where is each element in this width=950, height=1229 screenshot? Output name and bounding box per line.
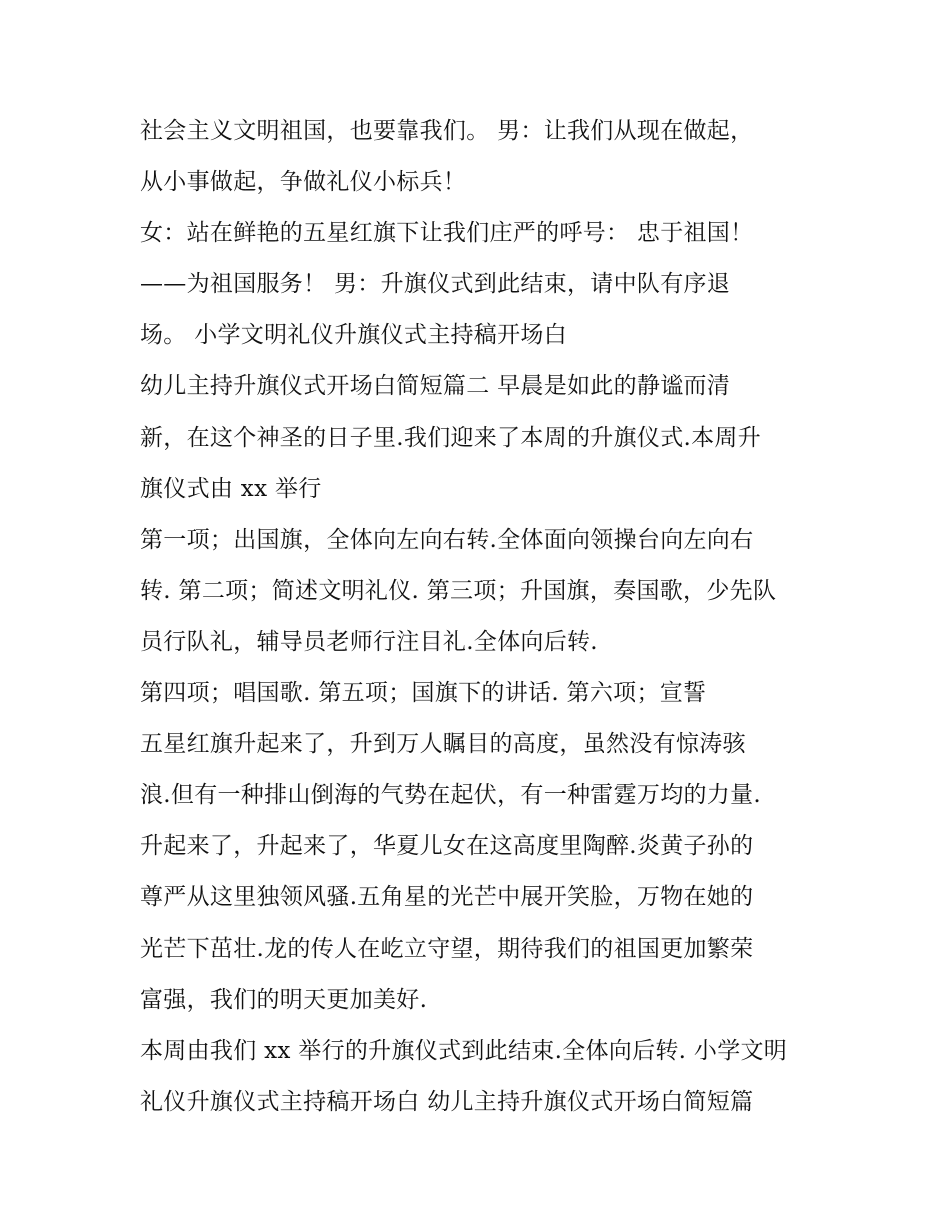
text-line-2: 从小事做起，争做礼仪小标兵！ xyxy=(140,169,467,196)
text-line-5: 场。 小学文明礼仪升旗仪式主持稿开场白 xyxy=(140,322,568,349)
text-line-20: 礼仪升旗仪式主持稿开场白 幼儿主持升旗仪式开场白简短篇 xyxy=(140,1088,754,1115)
text-line-4: ——为祖国服务！ 男：升旗仪式到此结束，请中队有序退 xyxy=(140,271,731,298)
text-line-11: 员行队礼，辅导员老师行注目礼.全体向后转. xyxy=(140,628,598,655)
text-line-12: 第四项；唱国歌. 第五项；国旗下的讲话. 第六项；宣誓 xyxy=(140,680,707,707)
text-line-3: 女：站在鲜艳的五星红旗下让我们庄严的呼号： 忠于祖国！ xyxy=(140,220,754,247)
text-line-18: 富强，我们的明天更加美好. xyxy=(140,986,428,1013)
text-line-10: 转. 第二项；简述文明礼仪. 第三项；升国旗，奏国歌，少先队 xyxy=(140,577,777,604)
text-line-14: 浪.但有一种排山倒海的气势在起伏，有一种雷霆万均的力量. xyxy=(140,782,762,809)
text-line-15: 升起来了，升起来了，华夏儿女在这高度里陶醉.炎黄子孙的 xyxy=(140,833,754,860)
text-line-8: 旗仪式由 xx 举行 xyxy=(140,475,322,502)
text-line-1: 社会主义文明祖国，也要靠我们。 男：让我们从现在做起， xyxy=(140,118,754,144)
text-line-13: 五星红旗升起来了，升到万人瞩目的高度，虽然没有惊涛骇 xyxy=(140,731,746,758)
text-line-6: 幼儿主持升旗仪式开场白简短篇二 早晨是如此的静谧而清 xyxy=(140,373,731,400)
text-line-17: 光芒下茁壮.龙的传人在屹立守望，期待我们的祖国更加繁荣 xyxy=(140,935,754,962)
text-line-19: 本周由我们 xx 举行的升旗仪式到此结束.全体向后转. 小学文明 xyxy=(140,1037,788,1064)
text-line-7: 新，在这个神圣的日子里.我们迎来了本周的升旗仪式.本周升 xyxy=(140,424,762,451)
text-line-16: 尊严从这里独领风骚.五角星的光芒中展开笑脸，万物在她的 xyxy=(140,884,754,911)
body-text xyxy=(140,106,840,1128)
text-line-9: 第一项；出国旗，全体向左向右转.全体面向领操台向左向右 xyxy=(140,526,754,553)
